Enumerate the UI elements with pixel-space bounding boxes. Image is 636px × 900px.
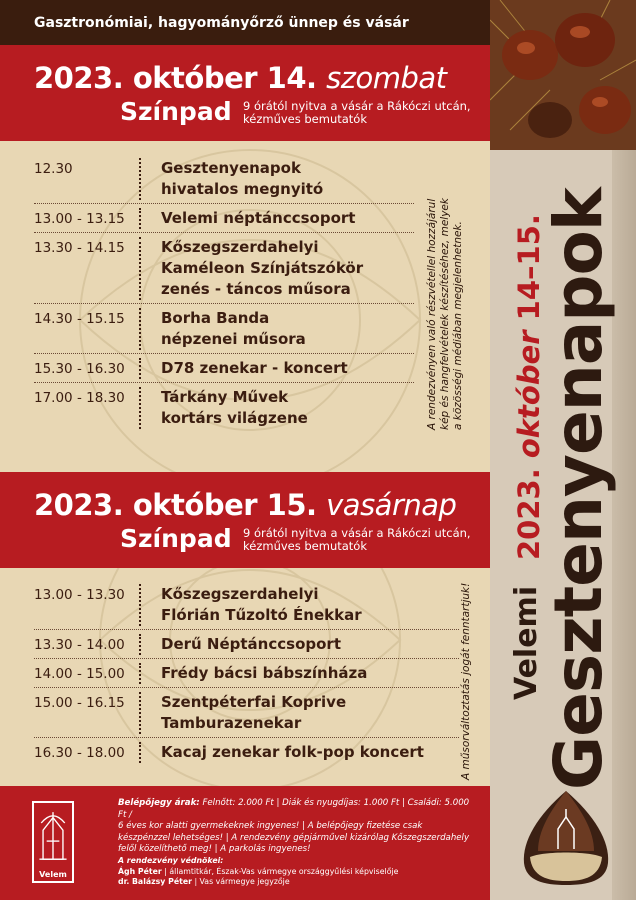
- event-time: 17.00 - 18.30: [34, 390, 125, 406]
- event-time: 15.30 - 16.30: [34, 361, 125, 377]
- schedule-row: [34, 233, 414, 304]
- day1-date: 2023. október 14.: [34, 61, 317, 95]
- event-title-line: D78 zenekar - koncert: [161, 359, 348, 377]
- day1-header: [0, 45, 490, 141]
- day1-open-line1: 9 órától nyitva a vásár a Rákóczi utcán,: [243, 99, 471, 113]
- day2-stage: Színpad: [120, 524, 232, 553]
- event-time: 13.30 - 14.00: [34, 637, 125, 653]
- event-title: [161, 663, 459, 684]
- price-label: Belépőjegy árak:: [118, 798, 200, 808]
- schedule-row: [34, 659, 459, 688]
- day1-open-info: [243, 100, 478, 126]
- side-year: 2023.: [512, 468, 546, 560]
- event-title-line: Szentpéterfai Koprive: [161, 693, 347, 711]
- patron-role: | Vas vármegye jegyzője: [194, 877, 290, 886]
- dotted-separator: [139, 742, 161, 763]
- dotted-separator: [139, 308, 161, 350]
- photo-consent-line: A rendezvényen való részvétellel hozzájárul: [426, 198, 438, 430]
- event-title: [161, 208, 414, 229]
- dotted-separator: [139, 663, 161, 684]
- day2-open-info: [243, 527, 478, 553]
- day1-open-line2: kézműves bemutatók: [243, 112, 368, 126]
- side-village: Velemi: [509, 585, 544, 700]
- patron-name: dr. Balázsy Péter: [118, 877, 192, 886]
- event-title-line: Kőszegszerdahelyi: [161, 585, 319, 603]
- photo-consent-note: [426, 198, 465, 430]
- ticket-line: felől közelíthető meg! | A parkolás ingyenes!: [118, 844, 311, 854]
- dotted-separator: [139, 358, 161, 379]
- schedule-row: [34, 154, 414, 204]
- dotted-separator: [139, 692, 161, 734]
- schedule-row: [34, 738, 459, 766]
- event-title-line: zenés - táncos műsora: [161, 280, 351, 298]
- event-title-line: Kacaj zenekar folk-pop koncert: [161, 743, 424, 761]
- event-title: [161, 308, 414, 350]
- event-title-line: Borha Banda: [161, 309, 270, 327]
- logo-label: Velem: [39, 870, 67, 879]
- event-title-line: Kaméleon Színjátszókör: [161, 259, 364, 277]
- event-time: 14.00 - 15.00: [34, 666, 125, 682]
- schedule-row: [34, 304, 414, 354]
- event-title: [161, 584, 459, 626]
- day1-dayname: szombat: [326, 61, 447, 95]
- day2-open-line2: kézműves bemutatók: [243, 539, 368, 553]
- event-time: 13.30 - 14.15: [34, 240, 125, 256]
- event-time: 15.00 - 16.15: [34, 695, 125, 711]
- event-title: [161, 692, 459, 734]
- dotted-separator: [139, 634, 161, 655]
- event-title-line: Kőszegszerdahelyi: [161, 238, 319, 256]
- event-title: [161, 158, 414, 200]
- schedule-row: [34, 354, 414, 383]
- event-title-line: Tamburazenekar: [161, 714, 302, 732]
- event-title-line: Tárkány Művek: [161, 388, 289, 406]
- dotted-separator: [139, 158, 161, 200]
- day2-header: [0, 472, 490, 568]
- velem-logo: [32, 801, 74, 883]
- day1-schedule: [34, 154, 414, 432]
- photo-consent-line: a közösségi médiában megjelenhetnek.: [452, 221, 464, 430]
- chestnuts-image-icon: [490, 0, 636, 150]
- event-title-line: népzenei műsora: [161, 330, 306, 348]
- schedule-row: [34, 383, 414, 432]
- chestnut-logo-icon: [514, 785, 618, 889]
- ticket-line: 6 éves kor alatti gyermekeknek ingyenes! | A belépőjegy fizetése csak: [118, 821, 423, 831]
- day1-stage: Színpad: [120, 97, 232, 126]
- schedule-row: [34, 204, 414, 233]
- dotted-separator: [139, 237, 161, 300]
- day2-dayname: vasárnap: [326, 488, 457, 522]
- top-subtitle-bar: [0, 0, 490, 45]
- ticket-line: készpénzzel lehetséges! | A rendezvény gépjárművel kizárólag Kőszegszerdahely: [118, 832, 470, 843]
- patrons-label: A rendezvény védnökei:: [118, 856, 224, 865]
- event-time: 14.30 - 15.15: [34, 311, 125, 327]
- patron-name: Ágh Péter: [118, 867, 162, 876]
- event-time: 16.30 - 18.00: [34, 745, 125, 761]
- ticket-info: [118, 798, 480, 856]
- day1-date-line: [34, 61, 447, 95]
- price-text: Felnőtt: 2.000 Ft | Diák és nyugdíjas: 1.000 Ft | Családi: 5.000 Ft /: [118, 798, 470, 820]
- event-title: [161, 358, 414, 379]
- side-month: október: [512, 330, 546, 459]
- event-time: 13.00 - 13.15: [34, 211, 125, 227]
- day2-date-line: [34, 488, 456, 522]
- event-title-line: Derű Néptánccsoport: [161, 635, 341, 653]
- event-title-line: Flórián Tűzoltó Énekkar: [161, 606, 362, 624]
- event-title: [161, 742, 459, 763]
- program-change-text: A műsorváltoztatás jogát fenntartjuk!: [460, 582, 472, 780]
- event-title-line: Frédy bácsi bábszínháza: [161, 664, 368, 682]
- event-title: [161, 634, 459, 655]
- dotted-separator: [139, 208, 161, 229]
- chestnut-photo: [490, 0, 636, 150]
- side-event-name: Gesztenyenapok: [540, 188, 617, 790]
- day2-date: 2023. október 15.: [34, 488, 317, 522]
- event-title-line: kortárs világzene: [161, 409, 308, 427]
- event-title-line: Velemi néptánccsoport: [161, 209, 356, 227]
- schedule-row: [34, 688, 459, 738]
- schedule-row: [34, 580, 459, 630]
- event-title: [161, 387, 414, 429]
- event-title-line: Gesztenyenapok: [161, 159, 301, 177]
- subtitle: Gasztronómiai, hagyományőrző ünnep és vásár: [34, 15, 409, 31]
- patrons: [118, 856, 480, 887]
- schedule-row: [34, 630, 459, 659]
- side-date: [512, 214, 546, 560]
- event-time: 12.30: [34, 161, 73, 177]
- program-change-note: [460, 583, 473, 780]
- event-time: 13.00 - 13.30: [34, 587, 125, 603]
- day2-open-line1: 9 órától nyitva a vásár a Rákóczi utcán,: [243, 526, 471, 540]
- photo-consent-line: kép és hangfelvételek készítéséhez, melyek: [439, 198, 451, 430]
- dotted-separator: [139, 387, 161, 429]
- side-days: 14–15.: [512, 214, 546, 321]
- patron-role: | államtitkár, Észak-Vas vármegye országgyűlési képviselője: [164, 867, 399, 876]
- event-title: [161, 237, 414, 300]
- day2-schedule: [34, 580, 459, 766]
- event-title-line: hivatalos megnyitó: [161, 180, 324, 198]
- dotted-separator: [139, 584, 161, 626]
